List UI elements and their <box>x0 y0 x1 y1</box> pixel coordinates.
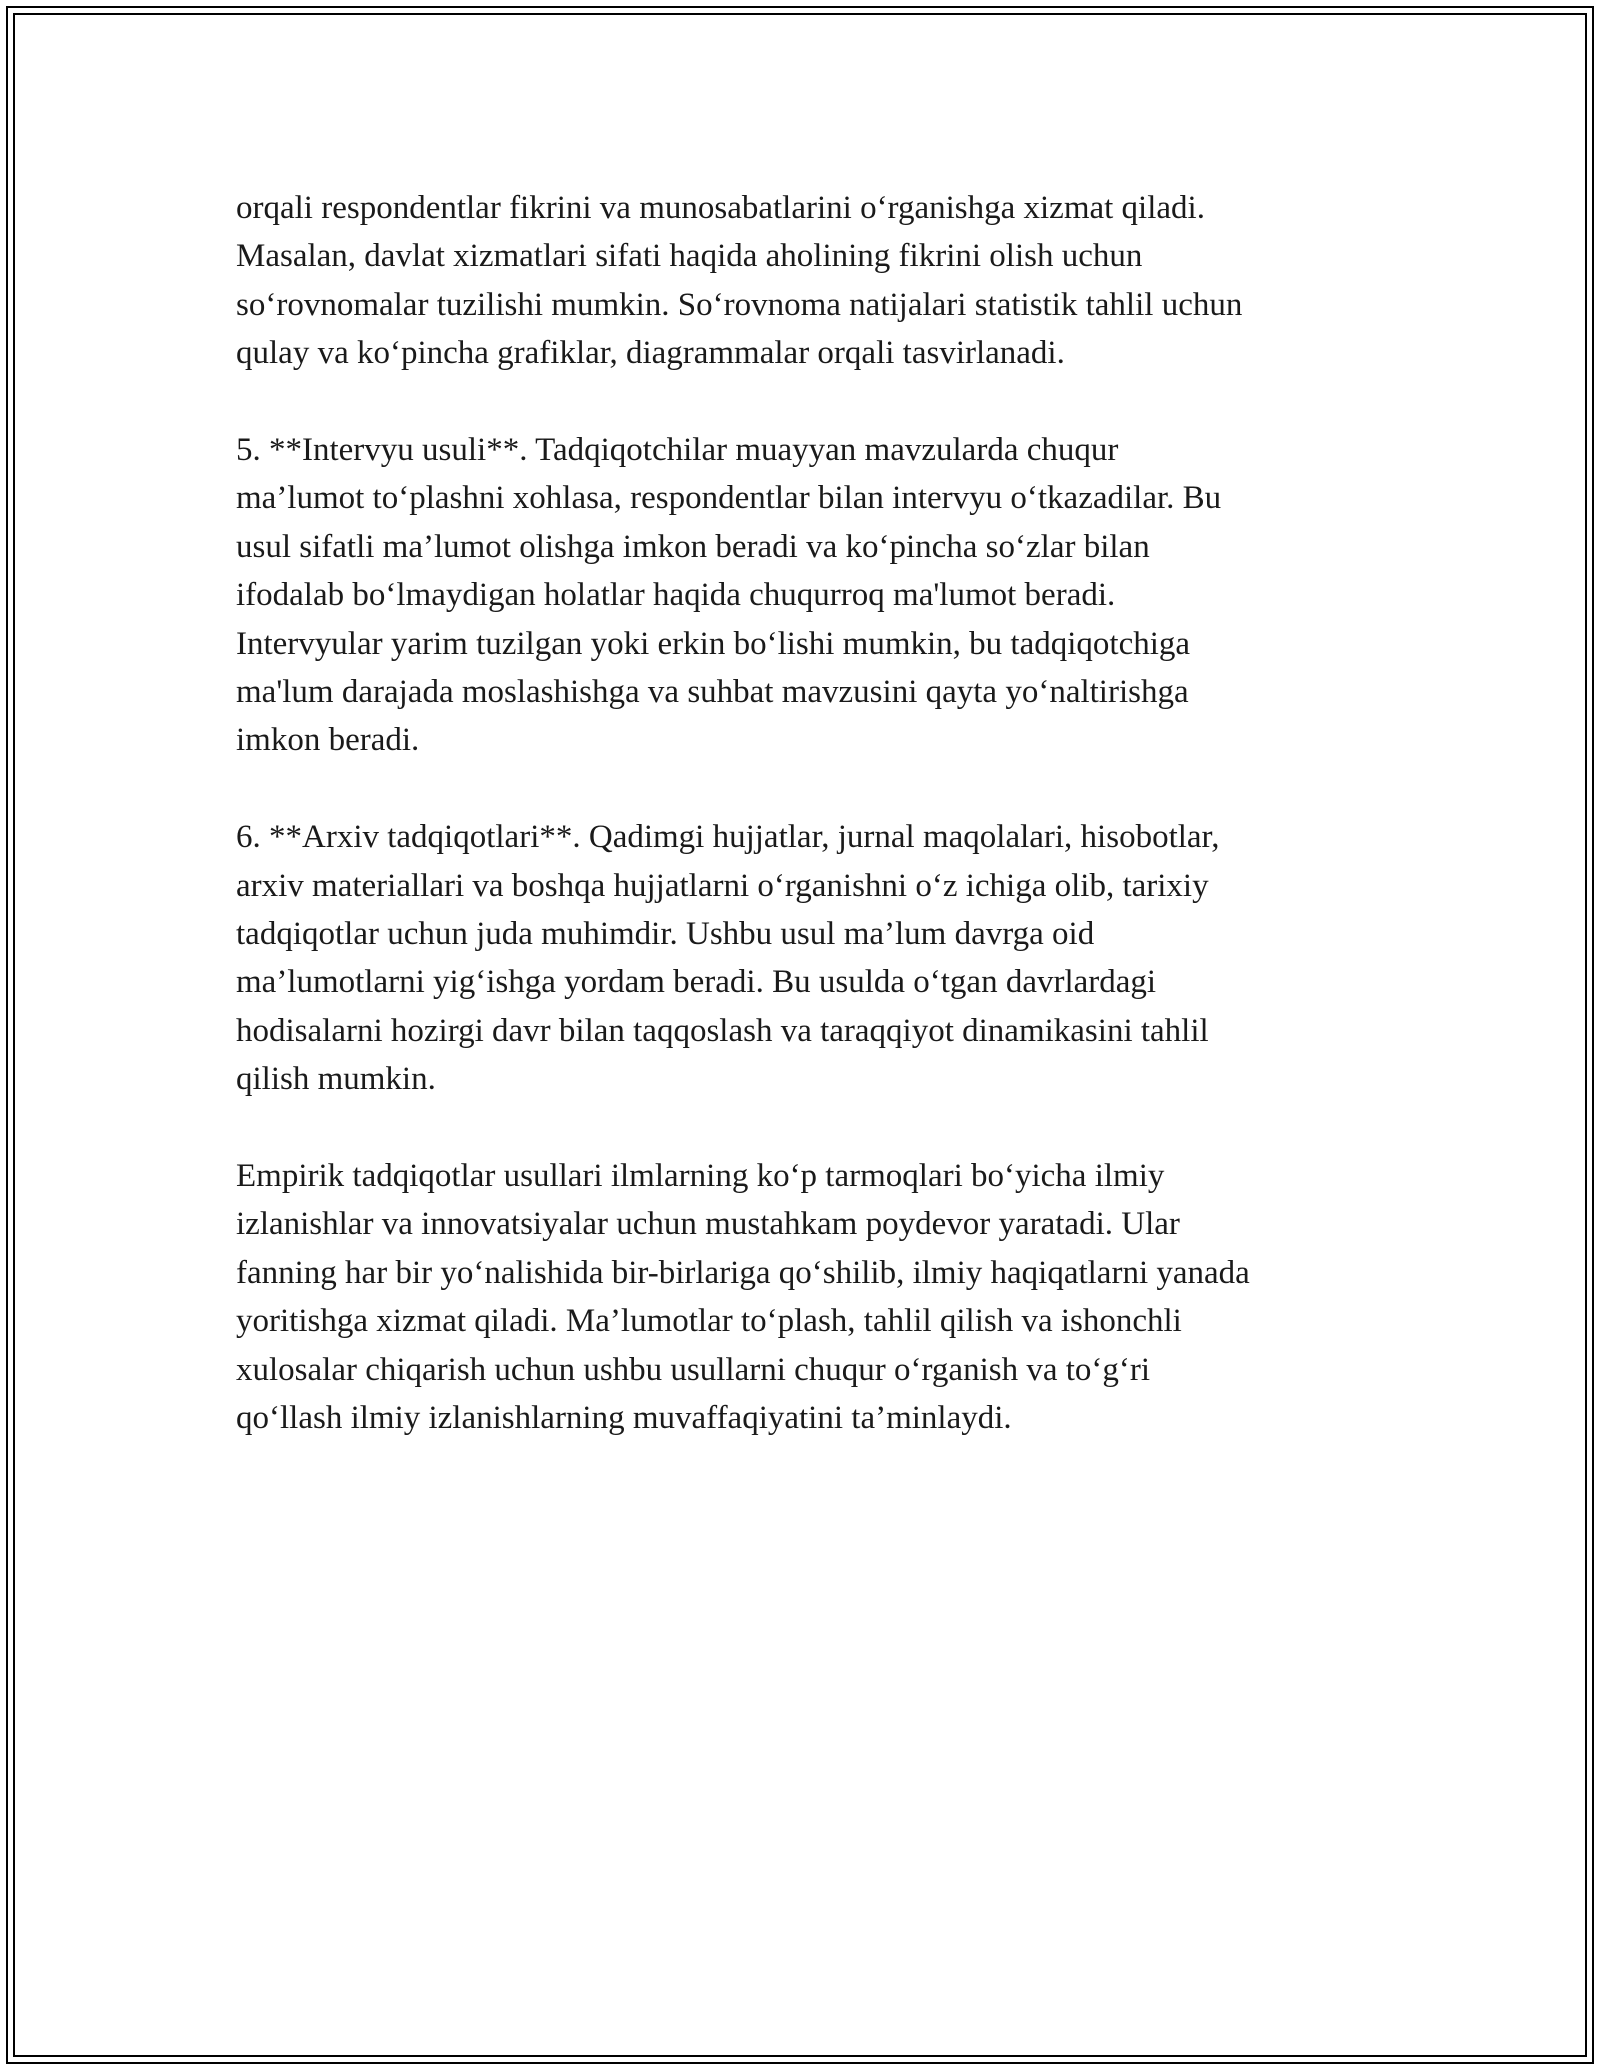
paragraph-archive-research: 6. **Arxiv tadqiqotlari**. Qadimgi hujjatlar, jurnal maqolalari, hisobotlar, arxiv materiallari va boshqa hujjatlarni o‘rganishni o‘z ichiga olib, tarixiy tadqiqotlar uchun juda muhimdir. Ushbu usul ma’lum davrga oid ma’lumotlarni yig‘ishga yordam beradi. Bu usulda o‘tgan davrlardagi hodisalarni hozirgi davr bilan taqqoslash va taraqqiyot dinamikasini tahlil qilish mumkin. <box>236 819 1220 1098</box>
paragraph-conclusion: Empirik tadqiqotlar usullari ilmlarning ko‘p tarmoqlari bo‘yicha ilmiy izlanishlar va innovatsiyalar uchun mustahkam poydevor yaratadi. Ular fanning har bir yo‘nalishida bir-birlariga qo‘shilib, ilmiy haqiqatlarni yanada yoritishga xizmat qiladi. Ma’lumotlar to‘plash, tahlil qilish va ishonchli xulosalar chiqarish uchun ushbu usullarni chuqur o‘rganish va to‘g‘ri qo‘llash ilmiy izlanishlarning muvaffaqiyatini ta’minlaydi. <box>236 1158 1250 1437</box>
document-body <box>236 184 1386 1491</box>
paragraph-survey-continuation: orqali respondentlar fikrini va munosabatlarini o‘rganishga xizmat qiladi. Masalan, davlat xizmatlari sifati haqida aholining fikrini olish uchun so‘rovnomalar tuzilishi mumkin. So‘rovnoma natijalari statistik tahlil uchun qulay va ko‘pincha grafiklar, diagrammalar orqali tasvirlanadi. <box>236 190 1243 372</box>
paragraph-interview-method: 5. **Intervyu usuli**. Tadqiqotchilar muayyan mavzularda chuqur ma’lumot to‘plashni xohlasa, respondentlar bilan intervyu o‘tkazadilar. Bu usul sifatli ma’lumot olishga imkon beradi va ko‘pincha so‘zlar bilan ifodalab bo‘lmaydigan holatlar haqida chuqurroq ma'lumot beradi. Intervyular yarim tuzilgan yoki erkin bo‘lishi mumkin, bu tadqiqotchiga ma'lum darajada moslashishga va suhbat mavzusini qayta yo‘naltirishga imkon beradi. <box>236 432 1222 759</box>
